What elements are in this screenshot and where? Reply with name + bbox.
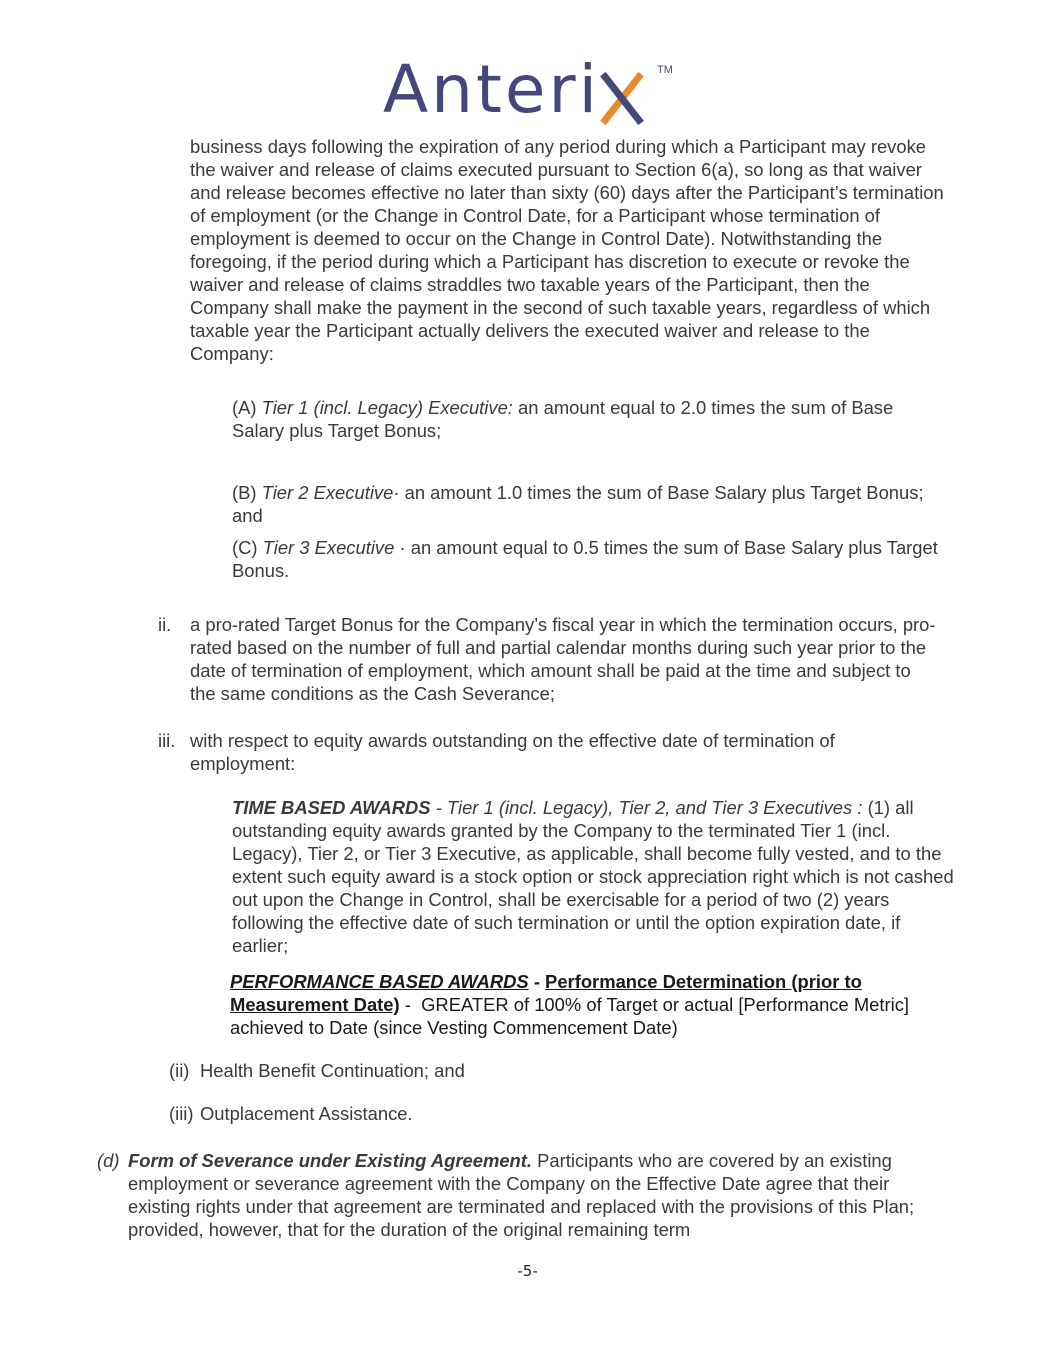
time-based-awards-title: TIME BASED AWARDS — [232, 797, 431, 818]
section-d-text: Participants who are covered by an existing employment or severance agreement with the Company on the Effective Date agree that their existing rights under that agreement are terminated and replaced with the provisions of this Plan; provided, however, that for the duration of the original remaining term — [128, 1150, 915, 1240]
tier-a-paragraph — [232, 396, 932, 442]
item-ii-number: ii. — [158, 614, 172, 635]
performance-awards-dash: - — [528, 971, 546, 992]
trademark-mark: TM — [657, 64, 673, 76]
tier-c-title: Tier 3 Executive · — [262, 537, 406, 558]
sub-iii-text: Outplacement Assistance. — [200, 1103, 413, 1124]
performance-awards-title: PERFORMANCE BASED AWARDS — [230, 971, 529, 992]
sub-ii-number: (ii) — [169, 1060, 190, 1081]
time-based-awards-paragraph — [232, 796, 960, 957]
item-ii-text: a pro-rated Target Bonus for the Company’s fiscal year in which the termination occurs, pro-rated based on the number of full and partial calendar months during such year prior to the date of termination of employment, which amount shall be paid at the time and subject to the same conditions as the Cash Severance; — [190, 614, 936, 704]
performance-awards-paragraph — [230, 970, 960, 1039]
tier-c-paragraph — [232, 536, 942, 582]
sub-iii-number: (iii) — [169, 1103, 194, 1124]
page-number: -5- — [517, 1262, 538, 1280]
tier-b-paragraph — [232, 481, 932, 527]
logo-wordmark: Anteri — [383, 51, 600, 128]
body-paragraph: business days following the expiration of any period during which a Participant may revoke the waiver and release of claims executed pursuant to Section 6(a), so long as that waiver and release becomes effective no later than sixty (60) days after the Participant’s termination of employment (or the Change in Control Date, for a Participant whose termination of employment is deemed to occur on the Change in Control Date). Notwithstanding the foregoing, if the period during which a Participant has discretion to execute or revoke the waiver and release of claims straddles two taxable years of the Participant, then the Company shall make the payment in the second of such taxable years, regardless of which taxable year the Participant actually delivers the executed waiver and release to the Company: — [190, 136, 944, 364]
time-based-awards-text: (1) all outstanding equity awards granted by the Company to the terminated Tier 1 (incl. Legacy), Tier 2, or Tier 3 Executive, as applicable, shall become fully vested, and to the extent such equity award is a stock option or stock appreciation right which is not cashed out upon the Change in Control, shall be exercisable for a period of two (2) years following the effective date of such termination or until the option expiration date, if earlier; — [232, 797, 954, 956]
logo-x-mark — [593, 77, 651, 121]
tier-a-label: (A) — [232, 397, 257, 418]
section-d-number: (d) — [97, 1150, 120, 1171]
item-iii-number: iii. — [158, 730, 176, 751]
tier-c-text: an amount equal to 0.5 times the sum of Base Salary plus Target Bonus. — [232, 537, 938, 581]
performance-awards-text-2: achieved to Date (since Vesting Commencement Date) — [230, 1017, 678, 1038]
tier-b-label: (B) — [232, 482, 257, 503]
anterix-logo — [383, 51, 673, 128]
section-d-paragraph — [128, 1149, 943, 1241]
time-based-awards-subtitle: - Tier 1 (incl. Legacy), Tier 2, and Tier 3 Executives : — [435, 797, 863, 818]
item-iii-text: with respect to equity awards outstanding on the effective date of termination of employment: — [190, 730, 835, 774]
tier-b-text: an amount 1.0 times the sum of Base Salary plus Target Bonus; and — [232, 482, 924, 526]
tier-a-title: Tier 1 (incl. Legacy) Executive: — [261, 397, 513, 418]
performance-awards-text-1: - GREATER of 100% of Target or actual [Performance Metric] — [399, 994, 909, 1015]
tier-c-label: (C) — [232, 537, 258, 558]
tier-a-text: an amount equal to 2.0 times the sum of Base Salary plus Target Bonus; — [232, 397, 894, 441]
tier-b-title: Tier 2 Executive· — [261, 482, 400, 503]
sub-ii-text: Health Benefit Continuation; and — [200, 1060, 465, 1081]
performance-awards-heading-1: Performance Determination (prior to — [545, 971, 862, 992]
performance-awards-heading-2: Measurement Date) — [230, 994, 400, 1015]
section-d-title: Form of Severance under Existing Agreement. — [128, 1150, 533, 1171]
